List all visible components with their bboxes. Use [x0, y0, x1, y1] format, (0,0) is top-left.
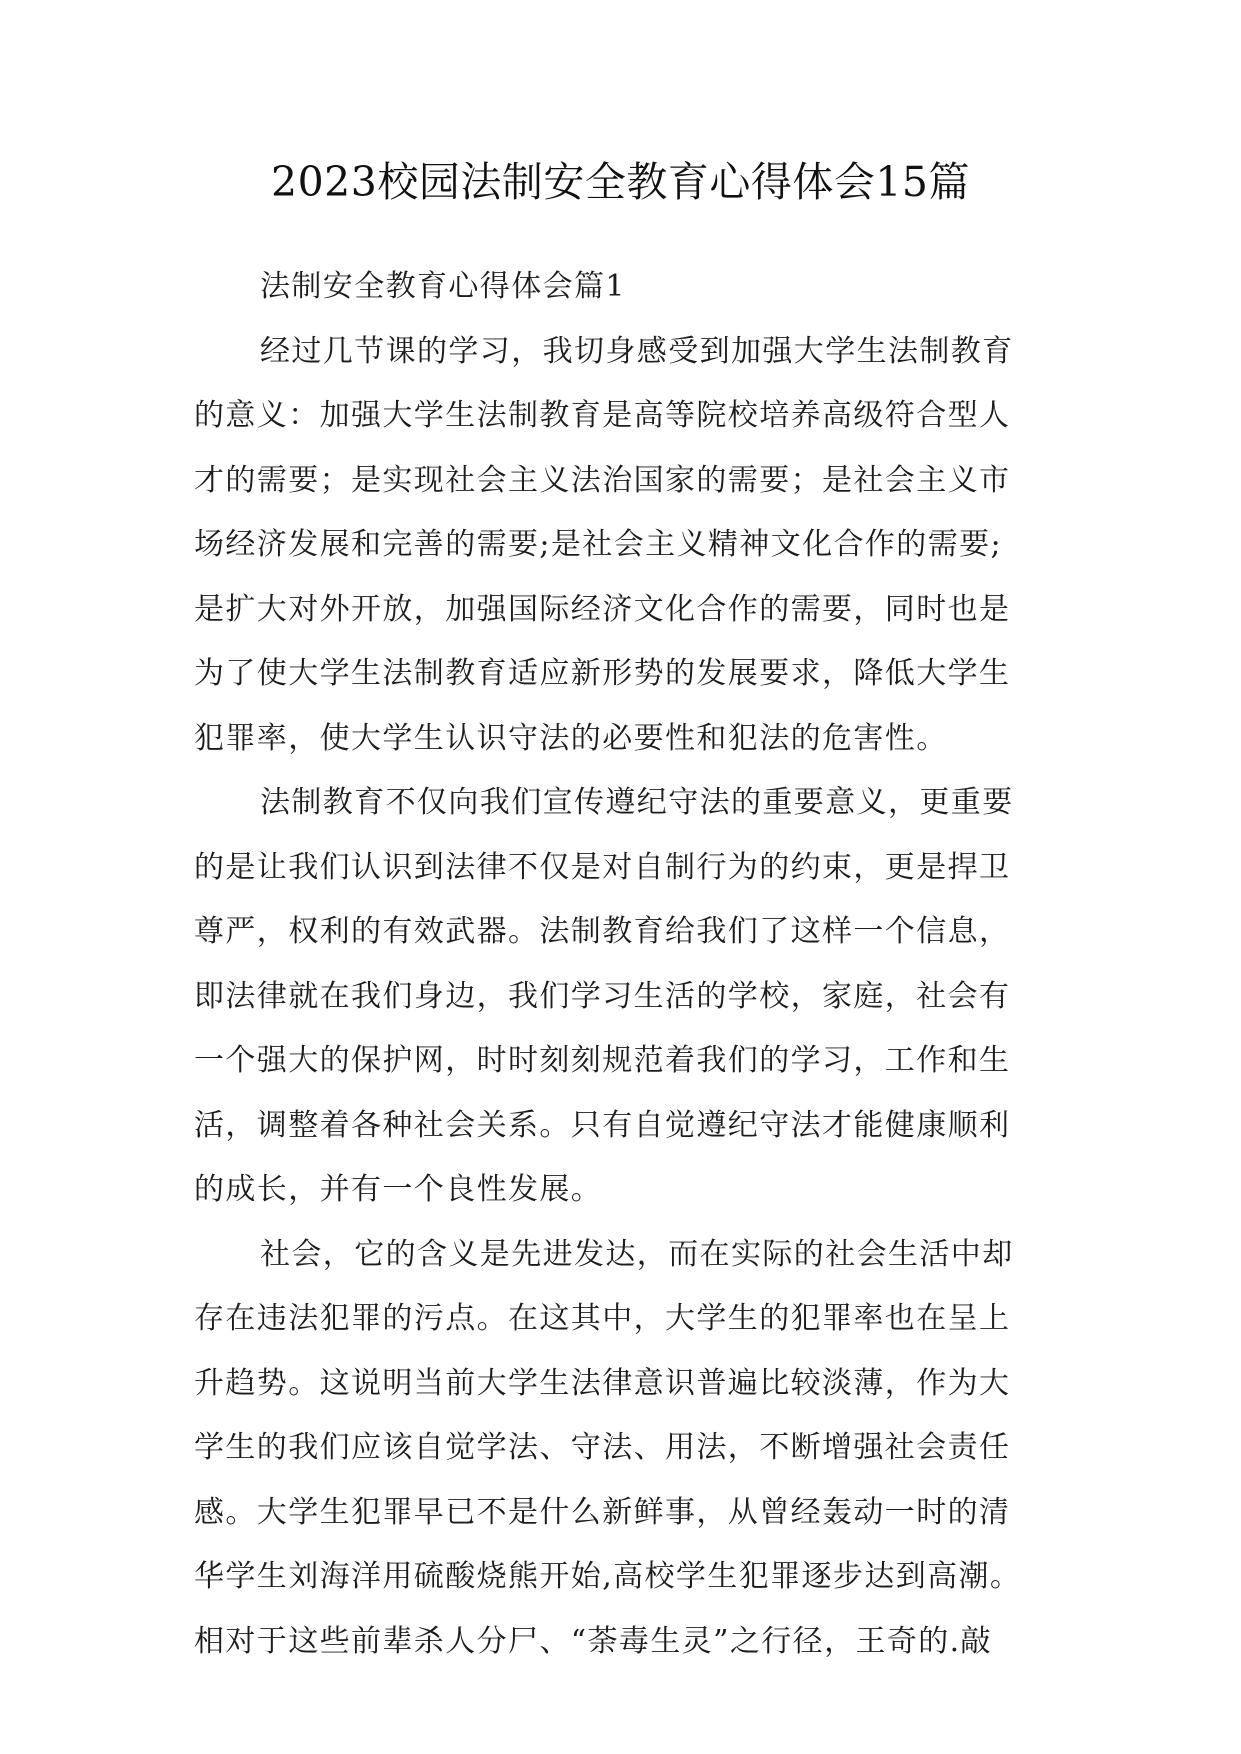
paragraph-line: 感。大学生犯罪早已不是什么新鲜事，从曾经轰动一时的清	[194, 1494, 1011, 1530]
paragraph-line: 升趋势。这说明当前大学生法律意识普遍比较淡薄，作为大	[194, 1365, 1011, 1401]
document-title: 2023校园法制安全教育心得体会15篇	[270, 158, 970, 206]
paragraph-line: 华学生刘海洋用硫酸烧熊开始,高校学生犯罪逐步达到高潮。	[194, 1559, 1022, 1594]
paragraph-line: 场经济发展和完善的需要;是社会主义精神文化合作的需要;	[194, 527, 1003, 562]
paragraph-3	[194, 1223, 1194, 1675]
paragraph-line: 存在违法犯罪的污点。在这其中，大学生的犯罪率也在呈上	[194, 1301, 1011, 1336]
paragraph-line: 一个强大的保护网，时时刻刻规范着我们的学习，工作和生	[194, 1043, 1011, 1078]
paragraph-line: 社会，它的含义是先进发达，而在实际的社会生活中却	[260, 1236, 1014, 1272]
paragraph-line: 法制教育不仅向我们宣传遵纪守法的重要意义，更重要	[260, 785, 1014, 820]
paragraph-line: 活，调整着各种社会关系。只有自觉遵纪守法才能健康顺利	[194, 1107, 1011, 1143]
paragraph-2	[194, 771, 1194, 1223]
section-heading: 法制安全教育心得体会篇1	[260, 269, 626, 304]
paragraph-line: 的成长，并有一个良性发展。	[194, 1172, 603, 1207]
paragraph-line: 即法律就在我们身边，我们学习生活的学校，家庭，社会有	[194, 978, 1011, 1014]
paragraph-line: 犯罪率，使大学生认识守法的必要性和犯法的危害性。	[194, 720, 948, 756]
paragraph-line: 的意义：加强大学生法制教育是高等院校培养高级符合型人	[194, 398, 1011, 433]
paragraph-line: 的是让我们认识到法律不仅是对自制行为的约束，更是捍卫	[194, 849, 1011, 885]
paragraph-line: 是扩大对外开放，加强国际经济文化合作的需要，同时也是	[194, 591, 1011, 627]
document-body	[194, 255, 1194, 1674]
paragraph-line: 才的需要；是实现社会主义法治国家的需要；是社会主义市	[194, 462, 1011, 498]
paragraph-line: 相对于这些前辈杀人分尸、“荼毒生灵”之行径，王奇的.敲	[194, 1623, 993, 1659]
paragraph-line: 尊严，权利的有效武器。法制教育给我们了这样一个信息，	[194, 914, 1011, 949]
paragraph-line: 学生的我们应该自觉学法、守法、用法，不断增强社会责任	[194, 1430, 1011, 1465]
paragraph-line: 经过几节课的学习，我切身感受到加强大学生法制教育	[260, 333, 1014, 369]
paragraph-1	[194, 320, 1194, 772]
paragraph-line: 为了使大学生法制教育适应新形势的发展要求，降低大学生	[194, 656, 1011, 691]
